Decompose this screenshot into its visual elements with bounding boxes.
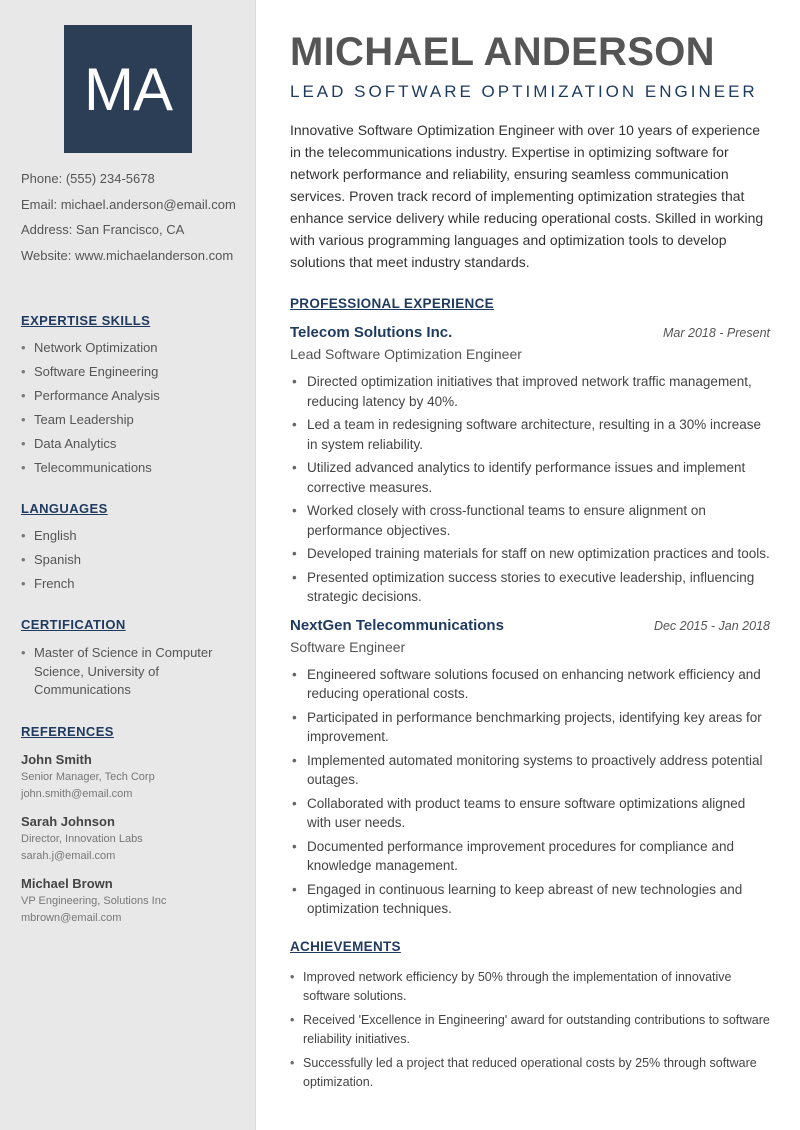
experience-heading: PROFESSIONAL EXPERIENCE xyxy=(290,296,494,311)
company: NextGen Telecommunications xyxy=(290,616,504,634)
job-title: LEAD SOFTWARE OPTIMIZATION ENGINEER xyxy=(290,82,758,101)
reference-email: sarah.j@email.com xyxy=(21,849,116,862)
achievements-heading: ACHIEVEMENTS xyxy=(290,938,401,954)
company: Telecom Solutions Inc. xyxy=(290,324,453,341)
list-item: • English xyxy=(21,528,236,552)
job-role: Lead Software Optimization Engineer xyxy=(290,346,522,362)
certification-heading: CERTIFICATION xyxy=(21,617,126,632)
reference-title: Senior Manager, Tech Corp xyxy=(21,770,155,783)
reference-name: Michael Brown xyxy=(21,875,113,891)
list-item: • Master of Science in Computer Science, University of Communications xyxy=(21,644,236,700)
list-item: • Successfully led a project that reduced operational costs by 25% through software optimization. xyxy=(290,1054,770,1093)
list-item: • Team Leadership xyxy=(21,412,236,436)
job-entry xyxy=(290,617,770,919)
email: Email: michael.anderson@email.com xyxy=(21,196,236,212)
sidebar xyxy=(0,0,256,1130)
main-content xyxy=(290,0,770,1097)
summary: Innovative Software Optimization Engineer with over 10 years of experience in the telecommunications industry. Expertise in optimizing software for network performance and reliability, ensuring seamless communication services. Proven track record of implementing optimization strategies that enhance service delivery while reducing operational costs. Skilled in working with various programming languages and optimization tools to develop solutions that meet industry standards. xyxy=(290,122,764,270)
reference-email: mbrown@email.com xyxy=(21,911,122,924)
monogram-logo: MA xyxy=(64,25,192,153)
reference-email: john.smith@email.com xyxy=(21,787,133,800)
list-item: • Engineered software solutions focused on enhancing network efficiency and reducing operational costs. xyxy=(290,665,770,704)
reference-title: VP Engineering, Solutions Inc xyxy=(21,894,167,907)
achievements-list xyxy=(290,968,770,1093)
list-item: • Implemented automated monitoring systems to proactively address potential outages. xyxy=(290,751,770,790)
list-item: • Received 'Excellence in Engineering' award for outstanding contributions to software reliability initiatives. xyxy=(290,1011,770,1050)
certification-list xyxy=(21,644,236,700)
list-item: • Spanish xyxy=(21,552,236,576)
job-entry xyxy=(290,324,770,607)
list-item: • Documented performance improvement procedures for compliance and knowledge management. xyxy=(290,837,770,876)
job-dates: Dec 2015 - Jan 2018 xyxy=(653,618,770,633)
reference xyxy=(21,875,236,927)
list-item: • Network Optimization xyxy=(21,340,236,364)
phone: Phone: (555) 234-5678 xyxy=(21,171,155,186)
references-heading: REFERENCES xyxy=(21,723,114,739)
job-dates: Mar 2018 - Present xyxy=(663,326,770,340)
job-bullets xyxy=(290,665,770,919)
list-item: • Presented optimization success stories to executive leadership, influencing strategic decisions. xyxy=(290,568,770,607)
reference-name: John Smith xyxy=(21,751,92,767)
skills-heading: EXPERTISE SKILLS xyxy=(21,313,151,328)
reference xyxy=(21,813,236,865)
list-item: • Developed training materials for staff on new optimization practices and tools. xyxy=(290,544,770,564)
address: Address: San Francisco, CA xyxy=(21,222,185,237)
list-item: • Utilized advanced analytics to identify performance issues and implement corrective measures. xyxy=(290,458,770,497)
job-bullets xyxy=(290,372,770,607)
list-item: • Directed optimization initiatives that improved network traffic management, reducing latency by 40%. xyxy=(290,372,770,411)
skills-list xyxy=(21,340,236,484)
list-item: • French xyxy=(21,576,236,600)
list-item: • Data Analytics xyxy=(21,436,236,460)
languages-heading: LANGUAGES xyxy=(21,501,108,516)
reference-name: Sarah Johnson xyxy=(21,813,115,829)
list-item: • Led a team in redesigning software architecture, resulting in a 30% increase in system reliability. xyxy=(290,415,770,454)
reference-title: Director, Innovation Labs xyxy=(21,832,143,845)
list-item: • Collaborated with product teams to ensure software optimizations aligned with user needs. xyxy=(290,794,770,833)
list-item: • Telecommunications xyxy=(21,460,236,484)
job-role: Software Engineer xyxy=(290,638,406,655)
website: Website: www.michaelanderson.com xyxy=(21,247,234,263)
contact-info xyxy=(21,171,236,273)
reference xyxy=(21,751,236,803)
list-item: • Software Engineering xyxy=(21,364,236,388)
list-item: • Performance Analysis xyxy=(21,388,236,412)
list-item: • Improved network efficiency by 50% through the implementation of innovative software solutions. xyxy=(290,968,770,1007)
list-item: • Engaged in continuous learning to keep abreast of new technologies and optimization techniques. xyxy=(290,880,770,919)
list-item: • Participated in performance benchmarking projects, identifying key areas for improvement. xyxy=(290,708,770,747)
languages-list xyxy=(21,528,236,600)
list-item: • Worked closely with cross-functional teams to ensure alignment on performance objectives. xyxy=(290,501,770,540)
candidate-name: MICHAEL ANDERSON xyxy=(290,30,715,74)
